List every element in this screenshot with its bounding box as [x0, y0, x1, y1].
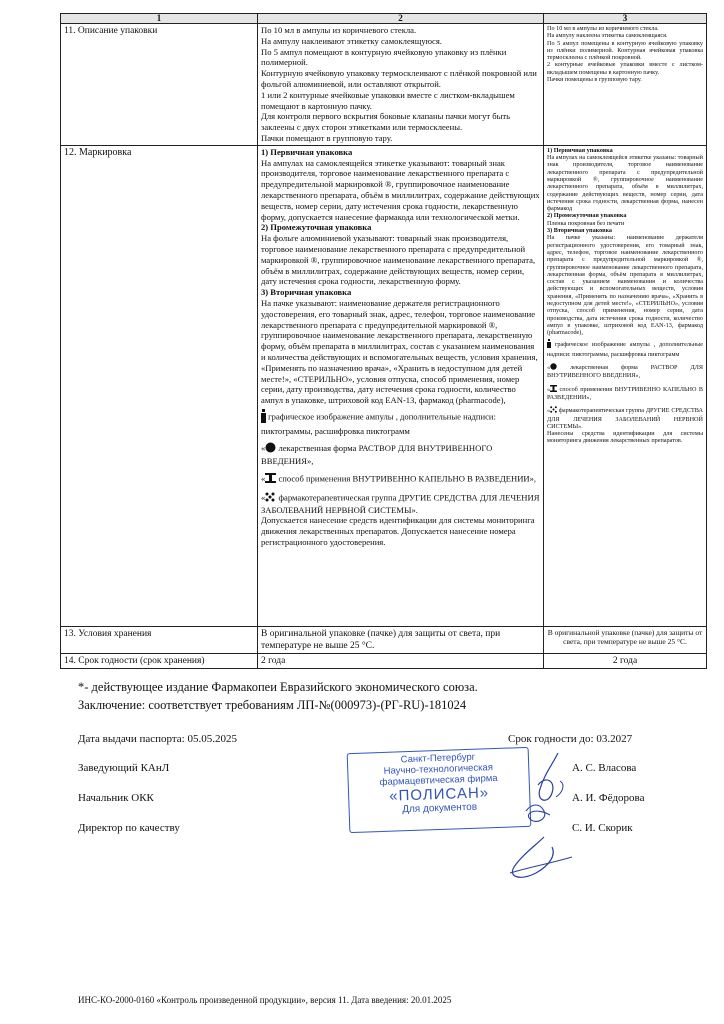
- requirement-cell: В оригинальной упаковке (пачке) для защиты от света, при температуре не выше 25 °С.: [258, 626, 544, 653]
- section-title: 3) Вторичная упаковка: [261, 287, 352, 298]
- text-line: По 10 мл в ампулы из коричневого стекла.: [547, 25, 659, 32]
- text-paragraph: На ампулах на самоклеящейся этикетке указывают: товарный знак производителя, торговое наименование лекарственного препарата с предупредительной маркировкой ®, группировочное наименование лекарственного препарата, объём в миллилитрах, содержание действующих веществ, номер серии, дату истечения срока годности, лекарственную форму, допускается нанесение фармакода или технологической метки.: [261, 157, 540, 222]
- conclusion: Заключение: соответствует требованиям ЛП-№(000973)-(РГ-RU)-181024: [78, 698, 467, 712]
- text-line: Контурную ячейковую упаковку термосклеивают с плёнкой покровной или фольгой алюминиевой, или оставляют открытой.: [261, 68, 537, 89]
- pictogram-text: способ применения ВНУТРИВЕННО КАПЕЛЬНО В РАЗВЕДЕНИИ»,: [547, 385, 703, 401]
- signatory-role: Заведующий КАнЛ: [78, 762, 170, 774]
- text-line: На ампулу наклеена этикетка самоклеящаяся.: [547, 32, 668, 40]
- requirement-cell: 1) Первичная упаковка На ампулах на самоклеящейся этикетке указывают: товарный знак производителя, торговое наименование лекарственного препарата с предупредительной маркировкой ®, группировочное наименование лекарственного препарата, объём в миллилитрах, содержание действующих веществ, номер серии, дату истечения срока годности, лекарственную форму, допускается нанесение фармакода или технологической метки. 2) Промежуточная упаковка На фольге алюминиевой указывают: товарный знак производителя, торговое наименование лекарственного препарата с предупредительной маркировкой ®, группировочное наименование лекарственного препарата, объём в миллилитрах, содержание действующих веществ, номер серии, дату истечения срока годности, лекарственную форму. 3) Вторичная упаковка На пачке указывают: наименование держателя регистрационного удостоверения, его товарный знак, адрес, телефон, торговое наименование лекарственного препарата с предупредительной маркировкой ®, группировочное наименование лекарственного препарата, лекарственную форму, объём препарата в миллилитрах, состав с указанием наименования и количества действующих и вспомогательных веществ, условия хранения, «Применять по назначению врача», «Хранить в недоступном для детей месте!», «СТЕРИЛЬНО», условия отпуска, способ применения, номер серии, дату производства, дату истечения срока годности, количество ампул в упаковке, штриховой код EAN-13, фармакод (pharmacode), графическое изображение ампулы , дополнительные надписи: пиктограммы, расшифровка пиктограмм « лекарственная форма РАСТВОР ДЛЯ ВНУТРИВЕННОГО ВВЕДЕНИЯ», « способ применения ВНУТРИВЕННО КАПЕЛЬНО В РАЗВЕДЕНИИ», « фармакотерапевтическая группа ДРУГИЕ СРЕДСТВА ДЛЯ ЛЕЧЕНИЯ ЗАБОЛЕВАНИЙ НЕРВНОЙ СИСТЕМЫ». Допускается нанесение средств идентификации для системы мониторинга движения лекарственных препаратов. Допускается нанесение номера регистрационного удостоверения.: [258, 145, 544, 626]
- stamp-line: Для документов: [402, 801, 478, 816]
- requirement-cell: [258, 24, 544, 146]
- text-line: По 10 мл в ампулы из коричневого стекла.: [261, 25, 417, 35]
- stamp-line: Санкт-Петербург: [400, 751, 476, 766]
- text-line: Пачки помещают в групповую тару.: [261, 132, 393, 143]
- text-line: 2 контурные ячейковые упаковки вместе с листком-вкладышем помещены в картонную пачку.: [547, 61, 703, 76]
- stamp-line: Научно-технологическая: [383, 762, 494, 777]
- section-title: 2) Промежуточная упаковка: [547, 212, 627, 220]
- text-paragraph: На ампулах на самоклеящейся этикетке указаны: товарный знак производителя, торговое наименование лекарственного препарата с предупредительной маркировкой ®, группировочное наименование лекарственного препарата, объём в миллилитрах, содержание действующих веществ, номер серии, дата истечения срока годности, лекарственная форма, нанесен фармакод: [547, 154, 703, 213]
- header-col-2: 2: [258, 14, 544, 24]
- row-name: 12. Маркировка: [61, 145, 258, 626]
- header-col-1: 1: [61, 14, 258, 24]
- text-paragraph: графическое изображение ампулы , дополнительные надписи: пиктограммы, расшифровка пиктограмм: [261, 411, 496, 436]
- row-name: 11. Описание упаковки: [61, 24, 258, 146]
- text-paragraph: На фольге алюминиевой указывают: товарный знак производителя, торговое наименование лекарственного препарата с предупредительной маркировкой ®, группировочное наименование лекарственного препарата, объём в миллилитрах, содержание действующих веществ, номер серии, дату истечения срока годности, лекарственную форму.: [261, 233, 536, 287]
- dots-icon: [265, 492, 276, 505]
- text-line: Для контроля первого вскрытия боковые клапаны пачки могут быть заклеены с двух сторон этикетками или термосклеены.: [261, 111, 511, 133]
- row-name: 13. Условия хранения: [61, 626, 258, 653]
- footnote: *- действующее издание Фармакопеи Евразийского экономического союза.: [78, 680, 478, 694]
- table-row-packaging: [61, 24, 707, 146]
- header-col-3: 3: [544, 14, 707, 24]
- section-title: 3) Вторичная упаковка: [547, 227, 613, 235]
- table-header-row: [61, 14, 707, 24]
- text-line: По 5 ампул помещены в контурную ячейковую упаковку из плёнки полимерной. Контурная ячейковая упаковка термосклеена с плёнкой покровной.: [547, 39, 703, 62]
- text-line: По 5 ампул помещают в контурную ячейковую упаковку из плёнки полимерной.: [261, 46, 507, 68]
- signatory-role: Начальник ОКК: [78, 792, 154, 804]
- handwritten-signatures: [440, 745, 620, 895]
- document-footer: ИНС-КО-2000-0160 «Контроль произведенной продукции», версия 11. Дата введения: 20.01.2025: [78, 995, 452, 1005]
- pictogram-text: фармакотерапевтическая группа ДРУГИЕ СРЕДСТВА ДЛЯ ЛЕЧЕНИЯ ЗАБОЛЕВАНИЙ НЕРВНОЙ СИСТЕМЫ».: [547, 407, 703, 430]
- text-line: Пачки помещены в групповую тару.: [547, 76, 642, 84]
- text-paragraph: На пачке указаны: наименование держателя регистрационного удостоверения, его товарный знак, адрес, телефон, торговое наименование лекарственного препарата с предупредительной маркировкой ®, группировочное наименование лекарственного препарата, лекарственная форма, объём препарата в миллилитрах, состав с указанием наименования и количества действующих и вспомогательных веществ, условия хранения, «Применять по назначению врача», «Хранить в недоступном для детей месте!», «СТЕРИЛЬНО», условия отпуска, способ применения, номер серии, дата производства, дата истечения срока годности, количество ампул в упаковке, штриховой код EAN-13, фармакод (pharmacode),: [547, 234, 703, 337]
- text-line: На ампулу наклеивают этикетку самоклеящуюся.: [261, 35, 442, 46]
- expiry-date: Срок годности до: 03.2027: [508, 733, 633, 745]
- section-title: 1) Первичная упаковка: [261, 146, 353, 157]
- pictogram-text: фармакотерапевтическая группа ДРУГИЕ СРЕДСТВА ДЛЯ ЛЕЧЕНИЯ ЗАБОЛЕВАНИЙ НЕРВНОЙ СИСТЕМЫ».: [261, 492, 540, 515]
- ampoule-icon: [547, 339, 551, 350]
- dropper-icon: [265, 473, 276, 486]
- stamp-line: «ПОЛИСАН»: [388, 784, 490, 805]
- signatory-name: А. И. Фёдорова: [572, 792, 645, 804]
- result-cell: В оригинальной упаковке (пачке) для защиты от света, при температуре не выше 25 °С.: [544, 626, 707, 653]
- drop-icon: [265, 442, 276, 456]
- issue-date: Дата выдачи паспорта: 05.05.2025: [78, 733, 237, 745]
- stamp-line: фармацевтическая фирма: [379, 772, 498, 789]
- requirement-cell: 2 года: [258, 653, 544, 668]
- row-name: 14. Срок годности (срок хранения): [61, 653, 258, 668]
- result-cell: 2 года: [544, 653, 707, 668]
- section-title: 1) Первичная упаковка: [547, 146, 613, 154]
- pictogram-text: способ применения ВНУТРИВЕННО КАПЕЛЬНО В РАЗВЕДЕНИИ»,: [276, 473, 537, 484]
- specification-table: [60, 13, 707, 669]
- table-row-storage: [61, 626, 707, 653]
- result-cell: [544, 24, 707, 146]
- text-paragraph: графическое изображение ампулы , дополнительные надписи: пиктограммы, расшифровка пиктограмм: [547, 341, 703, 358]
- text-paragraph: Нанесены средства идентификации для системы мониторинга движения лекарственных препаратов.: [547, 430, 703, 445]
- section-title: 2) Промежуточная упаковка: [261, 222, 372, 233]
- ampoule-icon: [261, 409, 266, 426]
- signatory-name: А. С. Власова: [572, 762, 637, 774]
- text-line: 1 или 2 контурные ячейковые упаковки вместе с листком-вкладышем помещают в картонную пачку.: [261, 89, 515, 111]
- signatory-name: С. И. Скорик: [572, 822, 633, 834]
- pictogram-text: лекарственная форма РАСТВОР ДЛЯ ВНУТРИВЕННОГО ВВЕДЕНИЯ»,: [547, 364, 703, 380]
- text-paragraph: Пленка покровная без печати: [547, 219, 625, 227]
- text-paragraph: На пачке указывают: наименование держателя регистрационного удостоверения, его товарный знак, адрес, телефон, торговое наименование лекарственного препарата с предупредительной маркировкой ®, группировочное наименование лекарственного препарата, лекарственную форму, объём препарата в миллилитрах, состав с указанием наименования и количества действующих и вспомогательных веществ, условия хранения, «Применять по назначению врача», «Хранить в недоступном для детей месте!», «СТЕРИЛЬНО», условия отпуска, способ применения, номер серии, дату производства, дату истечения срока годности, количество ампул в упаковке, штриховой код EAN-13, фармакод (pharmacode),: [261, 297, 538, 406]
- text-paragraph: Допускается нанесение средств идентификации для системы мониторинга движения лекарственных препаратов. Допускается нанесение номера регистрационного удостоверения.: [261, 515, 535, 548]
- signatory-role: Директор по качеству: [78, 822, 180, 834]
- table-row-shelf-life: [61, 653, 707, 668]
- pictogram-text: лекарственная форма РАСТВОР ДЛЯ ВНУТРИВЕННОГО ВВЕДЕНИЯ»,: [261, 443, 493, 467]
- result-cell: 1) Первичная упаковка На ампулах на самоклеящейся этикетке указаны: товарный знак производителя, торговое наименование лекарственного препарата с предупредительной маркировкой ®, группировочное наименование лекарственного препарата, объём в миллилитрах, содержание действующих веществ, номер серии, дата истечения срока годности, лекарственная форма, нанесен фармакод 2) Промежуточная упаковка Пленка покровная без печати 3) Вторичная упаковка На пачке указаны: наименование держателя регистрационного удостоверения, его товарный знак, адрес, телефон, торговое наименование лекарственного препарата с предупредительной маркировкой ®, группировочное наименование лекарственного препарата, лекарственная форма, объём препарата в миллилитрах, состав с указанием наименования и количества действующих и вспомогательных веществ, условия хранения, «Применять по назначению врача», «Хранить в недоступном для детей месте!», «СТЕРИЛЬНО», условия отпуска, способ применения, номер серии, дата производства, дата истечения срока годности, количество ампул в упаковке, штриховой код EAN-13, фармакод (pharmacode), графическое изображение ампулы , дополнительные надписи: пиктограммы, расшифровка пиктограмм « лекарственная форма РАСТВОР ДЛЯ ВНУТРИВЕННОГО ВВЕДЕНИЯ», « способ применения ВНУТРИВЕННО КАПЕЛЬНО В РАЗВЕДЕНИИ», « фармакотерапевтическая группа ДРУГИЕ СРЕДСТВА ДЛЯ ЛЕЧЕНИЯ ЗАБОЛЕВАНИЙ НЕРВНОЙ СИСТЕМЫ». Нанесены средства идентификации для системы мониторинга движения лекарственных препаратов.: [544, 145, 707, 626]
- table-row-marking: [61, 145, 707, 626]
